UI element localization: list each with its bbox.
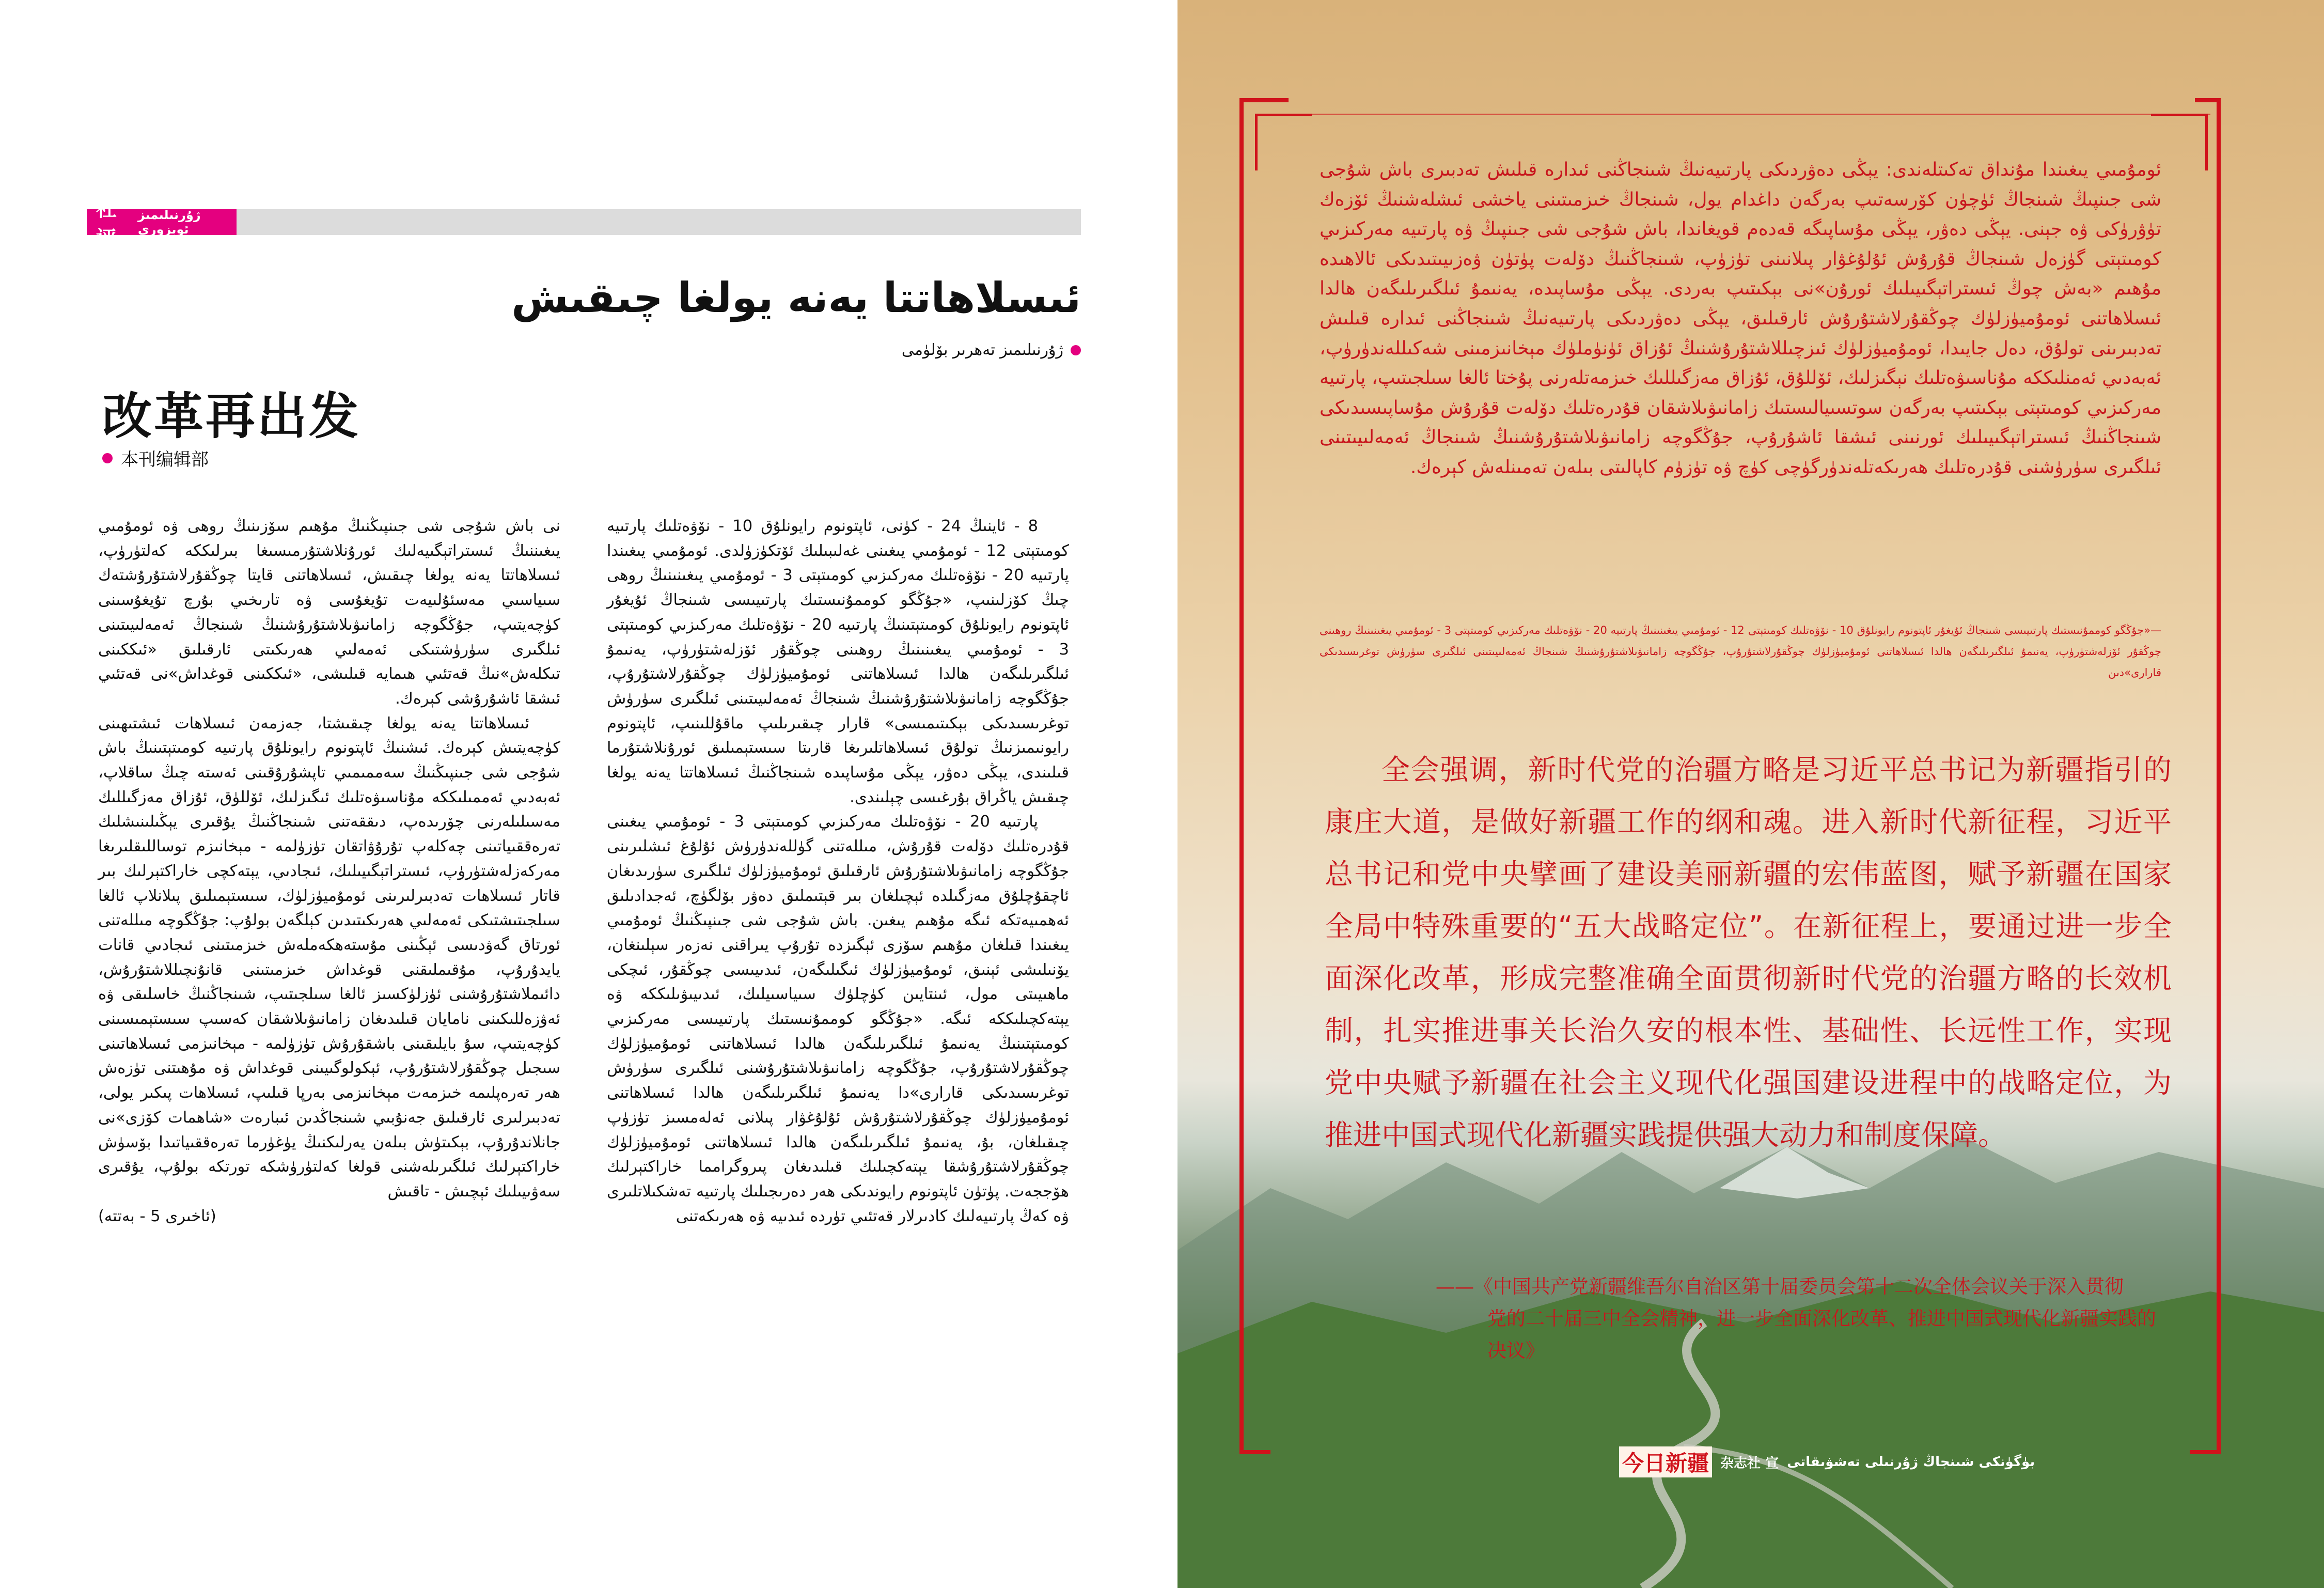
cn-quote-block: 全会强调，新时代党的治疆方略是习近平总书记为新疆指引的康庄大道，是做好新疆工作的纲和魂。进入新时代新征程，习近平总书记和党中央擘画了建设美丽新疆的宏伟蓝图，赋予新疆在国家全局中特殊重要的“五大战略定位”。在新征程上，要通过进一步全面深化改革，形成完整准确全面贯彻新时代党的治疆方略的长效机制，扎实推进事关长治久安的根本性、基础性、长远性工作，实现党中央赋予新疆在社会主义现代化强国建设进程中的战略定位，为推进中国式现代化新疆实践提供强大动力和制度保障。 <box>1325 753 2172 1151</box>
magazine-logo: 今日新疆 <box>1619 1446 1712 1477</box>
article-column-right <box>607 514 1069 1228</box>
cn-quote-source <box>1436 1271 2169 1367</box>
continuation-note: (ئاخىرى 5 - بەتتە) <box>98 1207 216 1225</box>
publisher-ug-label: بۈگۈنكى شىنجاڭ ژۇرنىلى تەشۋىقاتى <box>1787 1454 2035 1470</box>
badge-ug-label: ژۇرنىلىمىز ئوبزورى <box>137 208 201 237</box>
article-paragraph: پارتىيە 20 - نۆۋەتلىك مەركىزىي كومىتېتى 3 - ئومۇمىي يىغىنى قۇدرەتلىك دۆلەت قۇرۇش، مىللەتنى گۈللەندۈرۈش ئۇلۇغ ئىشلىرىنى جۇڭگوچە زامانىۋىلاشتۇرۇش ئارقىلىق ئومۇميۈزلۈك ئىلگىرى سۈرىدىغان ئاچقۇچلۇق مەزگىلدە ئېچىلغان بىر قېتىملىق دەۋر بۆلگۈچ، ئەجدادىلىق ئەھمىيەتكە ئىگە مۇھىم يىغىن. باش شۇجى شى جىنپىڭنىڭ ئومۇمىي يىغىندا قىلغان مۇھىم سۆزى ئېگىزدە تۇرۇپ يىراقنى نەزەر سېلىنغان، يۆنىلىشى ئېنىق، ئومۇميۈزلۈك ئىگىلىگەن، ئىدىيىسى چوڭقۇر، ئىچكى ماھىيىتى مول، ئىنتايىن كۈچلۈك سىياسىيلىك، ئىدىيىۋىلىككە ۋە يېتەكچىلىككە ئىگە. «جۇڭگو كوممۇنىستىك پارتىيىسى مەركىزىي كومىتېتىنىڭ يەنىمۇ ئىلگىرىلىگەن ھالدا ئىسلاھاتنى ئومۇميۈزلۈك چوڭقۇرلاشتۇرۇپ، جۇڭگوچە زامانىۋىلاشتۇرۇشنى ئىلگىرى سۈرۈش توغرىسىدىكى قارارى»دا يەنىمۇ ئىلگىرىلىگەن ھالدا ئىسلاھاتنى ئومۇميۈزلۈك چوڭقۇرلاشتۇرۇش ئۇلۇغۋار پىلانى ئەلەمسىز تۈزۈپ چىقىلغان، بۇ، يەنىمۇ ئىلگىرىلىگەن ھالدا ئىسلاھاتنى ئومۇميۈزلۈك چوڭقۇرلاشتۇرۇشقا يېتەكچىلىك قىلىدىغان پىروگرامما خاراكتېرلىك ھۆججەت. پۈتۈن ئاپتونوم رايوندىكى ھەر دەرىجىلىك پارتىيە تەشكىلاتلىرى ۋە كەڭ پارتىيەلىك كادىرلار قەتئىي تۈردە ئىدىيە ۋە ھەرىكەتنى <box>607 813 1069 1225</box>
editorial-badge <box>87 197 237 251</box>
cn-author: 本刊编辑部 <box>121 449 209 470</box>
article-paragraph: نى باش شۇجى شى جىنپىڭنىڭ مۇھىم سۆزىنىڭ روھى ۋە ئومۇمىي يىغىننىڭ ئىستراتېگىيەلىك ئورۇنلاشتۇرمىسىغا بىرلىككە كەلتۈرۈپ، ئىسلاھاتتا يەنە يولغا چىقىش، ئىسلاھاتنى قايتا چوڭقۇرلاشتۇرۇشتەك سىياسىي مەسئۇلىيەت تۇيغۇسى ۋە تارىخىي بۇرچ تۇيغۇسىنى كۈچەيتىپ، جۇڭگوچە زامانىۋىلاشتۇرۇشنىڭ شىنجاڭ ئەمەلىيىتىنى ئىلگىرى سۈرۈشتىكى ئەمەلىي ھەرىكىتى ئارقىلىق «ئىككىنى تىكلەش»نىڭ قەتئىي ھىمايە قىلىشى، «ئىككىنى قوغداش»نى قەتئىي ئىشقا ئاشۇرۇشى كېرەك. <box>98 517 560 708</box>
ug-author: ژۇرنىلىمىز تەھرىر بۆلۈمى <box>901 341 1063 359</box>
badge-cn-label: 社评 <box>96 197 117 251</box>
cn-source-line-2: 党的二十届三中全会精神，进一步全面深化改革、推进中国式现代化新疆实践的决议》 <box>1487 1307 2156 1362</box>
cn-author-line <box>102 445 209 471</box>
ug-quote-block: ئومۇمىي يىغىندا مۇنداق تەكىتلەندى: يېڭى دەۋردىكى پارتىيەنىڭ شىنجاڭنى ئىدارە قىلىش تەدبىرى باش شۇجى شى جىنپىڭ شىنجاڭ ئۈچۈن كۆرسەتىپ بەرگەن داغدام يول، شىنجاڭ خىزمىتىنى ياخشى ئىشلەشنىڭ ئۆزەك تۈۋرۈكى ۋە جېنى. يېڭى دەۋر، يېڭى مۇساپىگە قەدەم قويغاندا، باش شۇجى شى جىنپىڭ ۋە پارتىيە مەركىزىي كومىتېتى گۈزەل شىنجاڭ قۇرۇش ئۇلۇغۋار پىلانىنى تۈزۈپ، شىنجاڭنىڭ دۆلەت پۈتۈن ۋەزىيىتىدىكى ئالاھىدە مۇھىم «بەش چوڭ ئىستراتېگىيىلىك ئورۇن»نى بېكىتىپ بەردى. يېڭى مۇساپىدە، يەنىمۇ ئىلگىرىلىگەن ھالدا ئىسلاھاتنى ئومۇميۈزلۈك چوڭقۇرلاشتۇرۇش ئارقىلىق، يېڭى دەۋردىكى پارتىيەنىڭ شىنجاڭنى ئىدارە قىلىش تەدبىرىنى تولۇق، دەل جايىدا، ئومۇميۈزلۈك ئىزچىللاشتۇرۇشنىڭ ئۇزاق ئۈنۈملۈك مېخانىزمىنى شەكىللەندۈرۈپ، ئەبەدىي ئەمنلىككە مۇناسىۋەتلىك نېگىزلىك، ئۆللۇق، ئۇزاق مەزگىللىك خىزمەتلەرنى پۇختا ئالغا سىلجىتىپ، پارتىيە مەركىزىي كومىتېتى بېكىتىپ بەرگەن سوتسىيالىستىك زامانىۋىلاشقان قۇدرەتلىك دۆلەت قۇرۇش مۇساپىسىدىكى شىنجاڭنىڭ ئىستراتېگىيىلىك ئورنىنى ئىشقا ئاشۇرۇپ، جۇڭگوچە زامانىۋىلاشتۇرۇشنىڭ شىنجاڭ ئەمەلىيىتىنى ئىلگىرى سۈرۈشنى قۇدرەتلىك ھەرىكەتلەندۈرگۈچى كۈچ ۋە تۈزۈم كاپالىتى بىلەن تەمىنلەش كېرەك. <box>1320 159 2161 478</box>
ug-article-title: ئىسلاھاتتا يەنە يولغا چىقىش <box>511 274 1081 322</box>
cn-source-line-1: ——《中国共产党新疆维吾尔自治区第十届委员会第十二次全体会议关于深入贯彻 <box>1436 1275 2124 1298</box>
article-paragraph: ئىسلاھاتتا يەنە يولغا چىقىشتا، جەزمەن ئىسلاھات ئىشتىھىنى كۈچەيتىش كېرەك. ئىشنىڭ ئاپتونوم رايونلۇق پارتىيە كومىتېتىنىڭ باش شۇجى شى جىنپىڭنىڭ سەممىمىي تاپشۇرۇقىنى ئەستە چىڭ ساقلاپ، ئەبەدىي ئەممىلىككە مۇناسىۋەتلىك ئىگىزلىك، ئۆللۈق، ئۇزاق مەزگىللىك مەسىلىلەرنى چۆرىدەپ، دىققەتنى شىنجاڭنىڭ يۇقىرى يېڭىلىنىشلىك تەرەققىياتىنى چەكلەپ تۇرۇۋاتقان تۈزۈلمە - مېخانىزم توساللىقلىرىغا مەركەزلەشتۈرۈپ، ئىستراتېگىيىلىك، ئىجادىي، يېتەكچى خاراكتېرلىك بىر قاتار ئىسلاھات تەدبىرلىرىنى ئومۇميۈزلۈك، سىستېمىلىق پىلانلاپ ئالغا سىلجىتىشتىكى ئەمەلىي ھەرىكىتىدىن كېلگەن بولۇپ: جۇڭگوچە مىللەتنى ئورتاق گەۋدىسى ئېڭىنى مۇستەھكەملەش خىزمىتىنى ئىجادىي قانات يايدۇرۇپ، مۇقىملىقنى قوغداش خىزمىتىنى قانۇنچىللاشتۇرۇش، دائىملاشتۇرۇشنى ئۈزلۈكسىز ئالغا سىلجىتىپ، شىنجاڭنىڭ خاسلىقى ۋە ئەۋزەللىكىنى نامايان قىلىدىغان زامانىۋىلاشقان كەسىپ سىستېمىسىنى كۈچەيتىپ، سۇ بايلىقىنى باشقۇرۇش تۈزۈلمە - مېخانىزمى ئىسلاھاتىنى سىجىل چوڭقۇرلاشتۇرۇپ، ئېكولوگىيىنى قوغداش ۋە مۇھىتنى تۈزەش ھەر تەرەپلىمە خىزمەت مېخانىزمى بەرپا قىلىپ، ئىسلاھات پىكىر يولى، تەدبىرلىرى ئارقىلىق جەنۇبىي شىنجاڭدىن ئىبارەت «شاھمات كۆزى»نى جانلاندۇرۇپ، بېكىتۈش بىلەن يەرلىكنىڭ يۈغۈرما تەرەققىياتىدا بۆسۈش خاراكتېرلىك ئىلگىرىلەشنى قولغا كەلتۈرۈشكە تورتكە بولۇپ، يۇقىرى سەۋىيىلىك ئېچىش - تاقىش <box>98 714 560 1201</box>
bullet-dot-icon <box>102 453 113 463</box>
ug-quote-source: —«جۇڭگو كوممۇنىستىك پارتىيىسى شىنجاڭ ئۇيغۇر ئاپتونوم رايونلۇق 10 - نۆۋەتلىك كومىتېتى 12 - ئومۇمىي يىغىنىنىڭ پارتىيە 20 - نۆۋەتلىك مەركىزىي كومىتېتى 3 - ئومۇمىي يىغىنىنىڭ روھىنى چوڭقۇر ئۆزلەشتۈرۈپ، يەنىمۇ ئىلگىرىلىگەن ھالدا ئىسلاھاتنى ئومۇميۈزلۈك چوڭقۇرلاشتۇرۇپ، جۇڭگوچە زامانىۋىلاشتۇرۇشنىڭ شىنجاڭ ئەمەلىيىتىنى ئىلگىرى سۈرۈش توغرىسىدىكى قارارى»دىن <box>1320 624 2161 679</box>
article-paragraph: 8 - ئاينىڭ 24 - كۈنى، ئاپتونوم رايونلۇق 10 - نۆۋەتلىك پارتىيە كومىتېتى 12 - ئومۇمىي يىغىنى غەلىبىلىك ئۆتكۈزۈلدى. ئومۇمىي يىغىندا پارتىيە 20 - نۆۋەتلىك مەركىزىي كومىتېتى 3 - ئومۇمىي يىغىنىنىڭ روھى چىڭ كۆزلىنىپ، «جۇڭگو كوممۇنىستىك پارتىيىسى شىنجاڭ ئۇيغۇر ئاپتونوم رايونلۇق كومىتېتىنىڭ پارتىيە 20 - نۆۋەتلىك مەركىزىي كومىتېتى 3 - ئومۇمىي يىغىنىنىڭ روھىنى چوڭقۇر ئۆزلەشتۈرۈپ، يەنىمۇ ئىلگىرىلىگەن ھالدا ئىسلاھاتنى ئومۇميۈزلۈك چوڭقۇرلاشتۇرۇپ، جۇڭگوچە زامانىۋىلاشتۇرۇشنىڭ شىنجاڭ ئەمەلىيىتىنى ئىلگىرى سۈرۈش توغرىسىدىكى بېكىتىمىسى» قارار چىقىرىلىپ ماقۇللىنىپ، ئاپتونوم رايونىمىزنىڭ تولۇق ئىسلاھاتلىرىغا قارىتا سىستېمىلىق ئورۇنلاشتۇرما قىلىندى، يېڭى دەۋر، يېڭى مۇساپىدە شىنجاڭنىڭ ئىسلاھاتتا يەنە يولغا چىقىش ياڭراق بۇرغىسى چېلىندى. <box>607 517 1069 806</box>
bullet-dot-icon <box>1071 345 1081 355</box>
ug-author-line <box>902 341 1081 359</box>
publisher-credit <box>1619 1446 2172 1477</box>
publisher-label: 杂志社 宣 <box>1720 1455 1779 1471</box>
cn-article-title: 改革再出发 <box>102 387 360 445</box>
article-column-left <box>98 514 560 1228</box>
